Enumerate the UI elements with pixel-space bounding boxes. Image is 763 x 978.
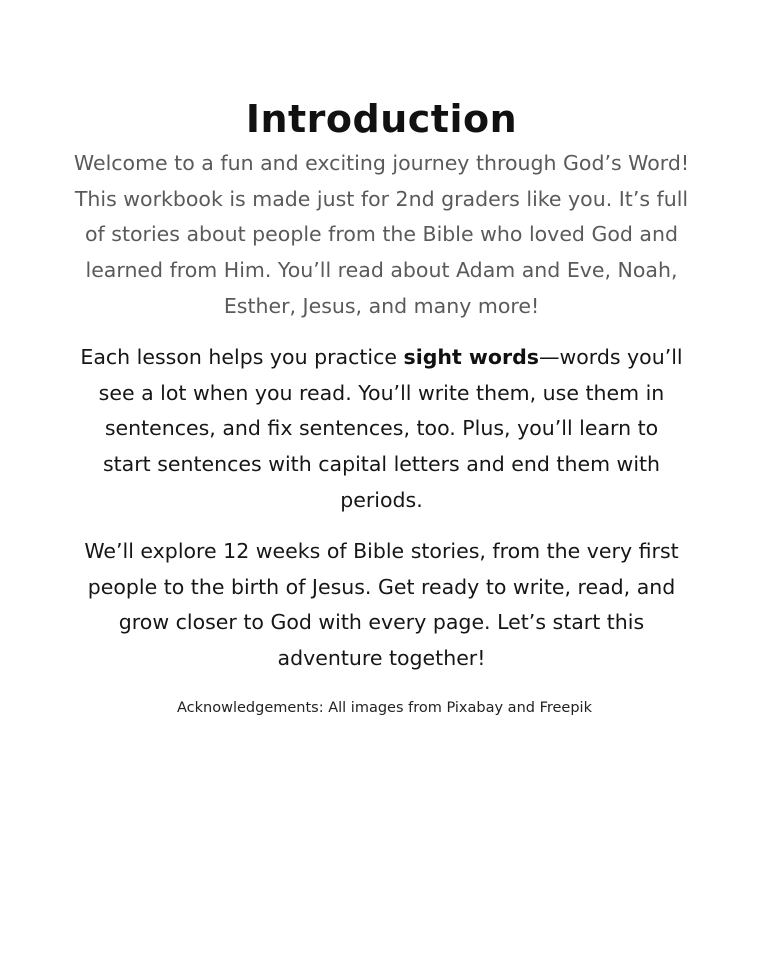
page-title: Introduction [245, 97, 518, 142]
sight-words-text-after: —words you’ll see a lot when you read. You’ll write them, use them in sentences, and fix sentences, too. Plus, you’ll learn to start sentences with capital letters and end them with periods. [98, 345, 683, 512]
acknowledgements-note: Acknowledgements: All images from Pixabay and Freepik [177, 700, 592, 716]
sight-words-text-before: Each lesson helps you practice [80, 345, 404, 369]
sight-words-emphasis: sight words [403, 345, 539, 369]
intro-paragraph-weeks: We’ll explore 12 weeks of Bible stories, from the very first people to the birth of Jesus. Get ready to write, read, and grow closer to God with every page. Let’s start this adventure together! [84, 539, 679, 671]
intro-paragraph-welcome: Welcome to a fun and exciting journey through God’s Word! This workbook is made just for 2nd graders like you. It’s full of stories about people from the Bible who loved God and learned from Him. You’ll read about Adam and Eve, Noah, Esther, Jesus, and many more! [73, 151, 690, 318]
intro-paragraph-sight-words [80, 340, 683, 519]
